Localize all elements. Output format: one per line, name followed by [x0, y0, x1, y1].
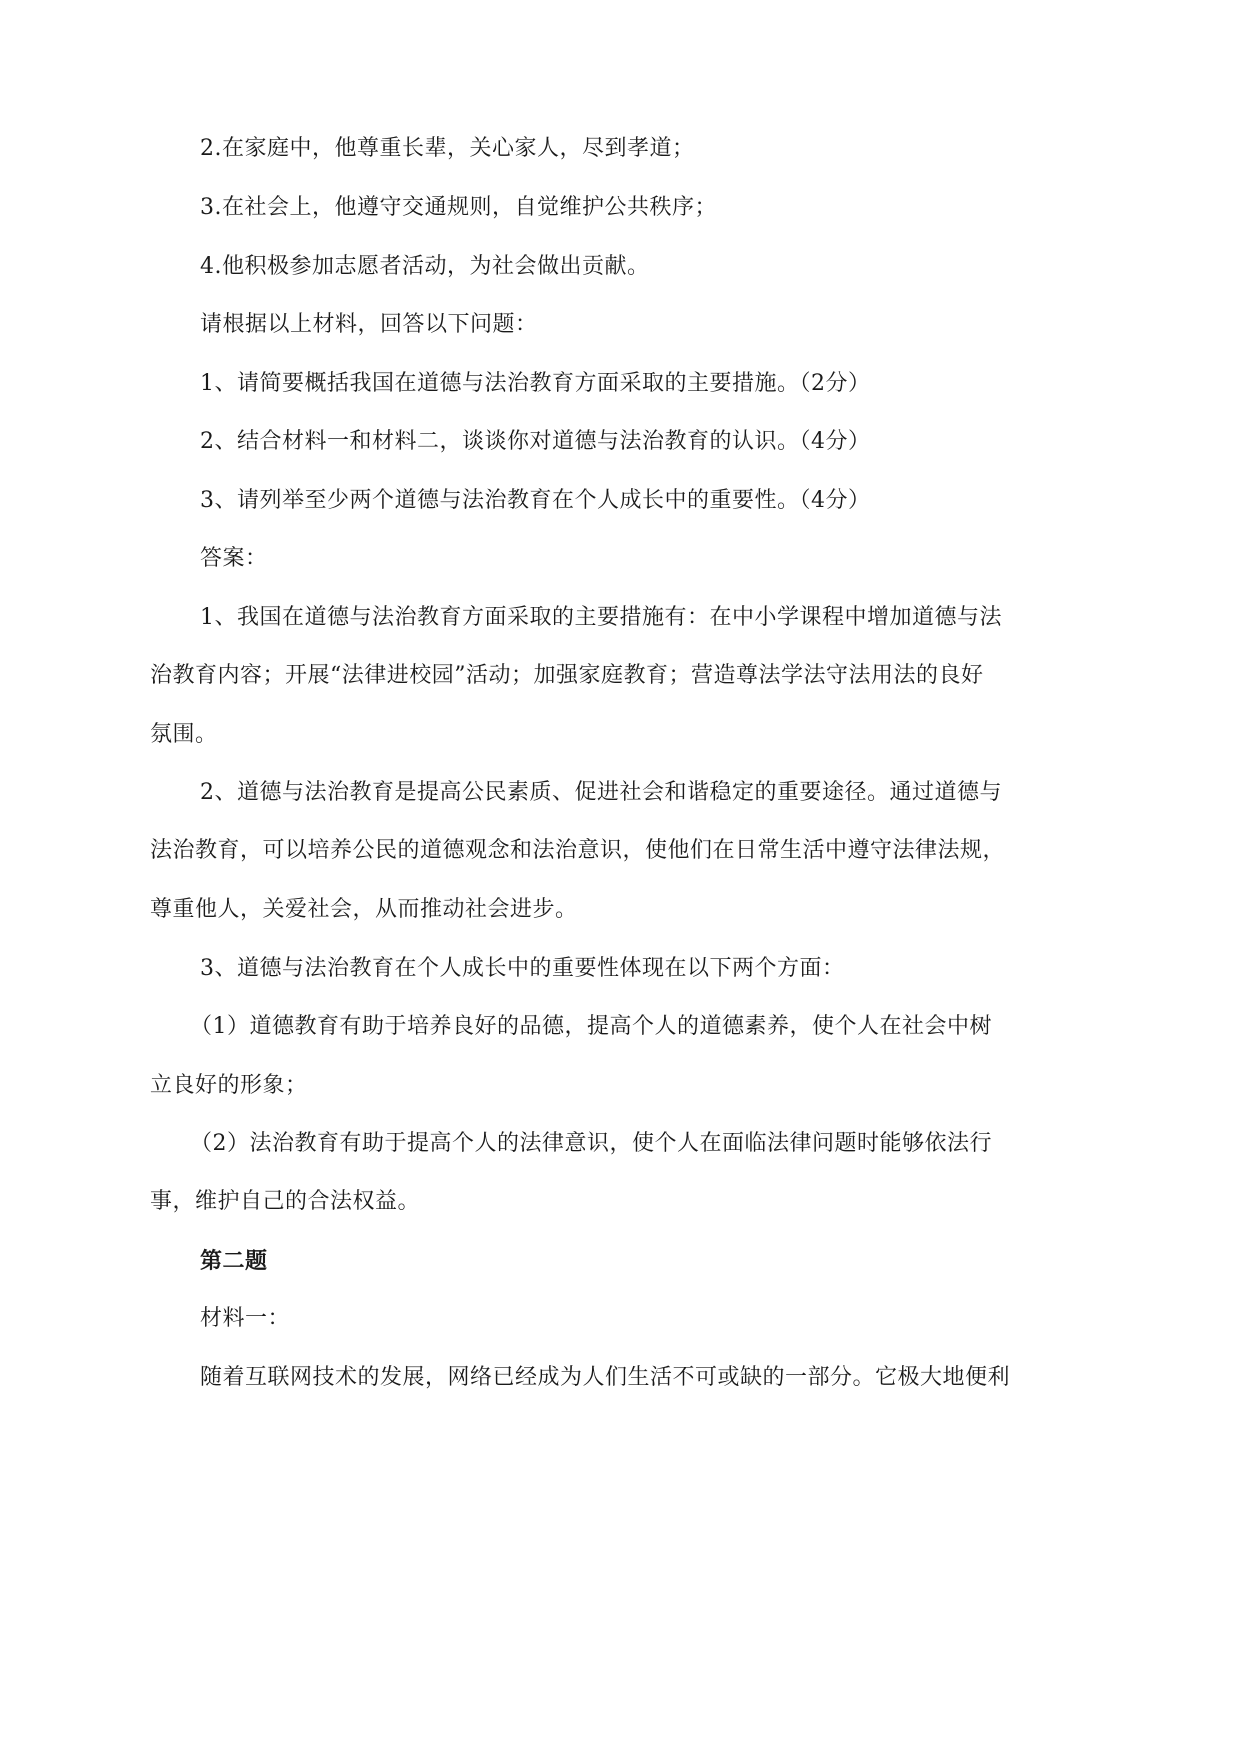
answer-3-line-1: 3、道德与法治教育在个人成长中的重要性体现在以下两个方面： — [200, 956, 845, 981]
question-1: 1、请简要概括我国在道德与法治教育方面采取的主要措施。（2分） — [200, 371, 871, 396]
section-heading-question-2: 第二题 — [200, 1248, 268, 1274]
answer-1-line-1: 1、我国在道德与法治教育方面采取的主要措施有：在中小学课程中增加道德与法 — [200, 605, 1002, 630]
question-2: 2、结合材料一和材料二，谈谈你对道德与法治教育的认识。（4分） — [200, 429, 871, 454]
question-3: 3、请列举至少两个道德与法治教育在个人成长中的重要性。（4分） — [200, 488, 871, 513]
material-item-4: 4.他积极参加志愿者活动，为社会做出贡献。 — [200, 254, 650, 279]
answer-1-line-2: 治教育内容；开展“法律进校园”活动；加强家庭教育；营造尊法学法守法用法的良好 — [150, 663, 984, 688]
answer-3-point-2-line-2: 事，维护自己的合法权益。 — [150, 1189, 421, 1214]
answer-2-line-2: 法治教育，可以培养公民的道德观念和法治意识，使他们在日常生活中遵守法律法规， — [150, 838, 1006, 863]
answer-1-line-3: 氛围。 — [150, 722, 218, 747]
answer-3-point-1-line-2: 立良好的形象； — [150, 1073, 308, 1098]
answer-2-line-1: 2、道德与法治教育是提高公民素质、促进社会和谐稳定的重要途径。通过道德与 — [200, 780, 1002, 805]
material-1-label: 材料一： — [200, 1306, 291, 1331]
material-item-3: 3.在社会上，他遵守交通规则，自觉维护公共秩序； — [200, 195, 717, 220]
answer-3-point-1-line-1: （1）道德教育有助于培养良好的品德，提高个人的道德素养，使个人在社会中树 — [190, 1014, 992, 1039]
answer-heading: 答案： — [200, 546, 268, 571]
question-intro: 请根据以上材料，回答以下问题： — [200, 312, 538, 337]
answer-3-point-2-line-1: （2）法治教育有助于提高个人的法律意识，使个人在面临法律问题时能够依法行 — [190, 1131, 992, 1156]
material-item-2: 2.在家庭中，他尊重长辈，关心家人，尽到孝道； — [200, 136, 695, 161]
answer-2-line-3: 尊重他人，关爱社会，从而推动社会进步。 — [150, 897, 578, 922]
material-1-text: 随着互联网技术的发展，网络已经成为人们生活不可或缺的一部分。它极大地便利 — [200, 1365, 1011, 1390]
